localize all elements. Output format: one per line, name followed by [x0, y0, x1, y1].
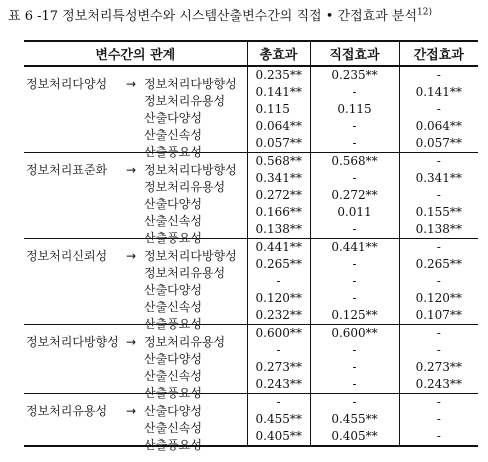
total-effect-cell: - — [247, 394, 310, 412]
target-variable: 정보처리유용성 — [144, 265, 226, 280]
table-row — [24, 411, 478, 428]
total-effect-cell: 0.057** — [247, 135, 310, 153]
target-variable: 산출풍요성 — [144, 144, 202, 159]
indirect-effect-cell: - — [399, 187, 478, 204]
direct-effect-cell: - — [310, 118, 399, 135]
table-row — [24, 273, 478, 290]
source-variable: 정보처리신뢰성 — [26, 248, 108, 263]
total-effect-cell: 0.064** — [247, 118, 310, 135]
total-effect-cell: 0.405** — [247, 428, 310, 446]
direct-effect-cell: - — [310, 342, 399, 359]
target-variable: 정보처리다방향성 — [144, 162, 237, 177]
relation-cell — [24, 342, 247, 366]
table-row — [24, 204, 478, 221]
direct-effect-cell: - — [310, 170, 399, 187]
table-row — [24, 376, 478, 394]
direct-effect-cell: - — [310, 359, 399, 376]
table-row — [24, 101, 478, 118]
table-row — [24, 307, 478, 325]
total-effect-cell: - — [247, 273, 310, 290]
target-variable: 정보처리유용성 — [144, 179, 226, 194]
caption-title: 정보처리특성변수와 시스템산출변수간의 직접 • 간접효과 분석 — [62, 9, 418, 24]
table-row — [24, 187, 478, 204]
relation-cell — [24, 290, 247, 314]
table-row — [24, 118, 478, 135]
relation-cell — [24, 376, 247, 400]
indirect-effect-cell: - — [399, 428, 478, 446]
relation-cell — [24, 325, 247, 349]
direct-effect-cell: - — [310, 221, 399, 239]
total-effect-cell: 0.265** — [247, 256, 310, 273]
total-effect-cell: - — [247, 342, 310, 359]
source-variable: 정보처리표준화 — [26, 162, 108, 177]
indirect-effect-cell: - — [399, 411, 478, 428]
arrow-icon: → — [126, 403, 137, 418]
indirect-effect-cell: 0.341** — [399, 170, 478, 187]
indirect-effect-cell: - — [399, 394, 478, 412]
table-row — [24, 256, 478, 273]
table-row — [24, 342, 478, 359]
table-row — [24, 290, 478, 307]
relation-cell — [24, 256, 247, 280]
relation-cell — [24, 273, 247, 297]
direct-effect-cell: - — [310, 394, 399, 412]
indirect-effect-cell: - — [399, 325, 478, 343]
direct-effect-cell: 0.272** — [310, 187, 399, 204]
target-variable: 정보처리다방향성 — [144, 76, 237, 91]
indirect-effect-cell: - — [399, 101, 478, 118]
target-variable: 정보처리유용성 — [144, 334, 226, 349]
direct-effect-cell: 0.455** — [310, 411, 399, 428]
direct-effect-cell: - — [310, 290, 399, 307]
direct-effect-cell: 0.568** — [310, 153, 399, 171]
direct-effect-cell: - — [310, 135, 399, 153]
header-total-effect: 총효과 — [247, 41, 310, 66]
direct-effect-cell: - — [310, 273, 399, 290]
direct-effect-cell: - — [310, 84, 399, 101]
indirect-effect-cell: 0.064** — [399, 118, 478, 135]
table-row — [24, 84, 478, 101]
table-caption — [8, 5, 432, 24]
table-row — [24, 325, 478, 343]
header-row — [24, 41, 478, 66]
total-effect-cell: 0.441** — [247, 239, 310, 257]
indirect-effect-cell: 0.155** — [399, 204, 478, 221]
total-effect-cell: 0.138** — [247, 221, 310, 239]
direct-effect-cell: - — [310, 376, 399, 394]
arrow-icon: → — [126, 162, 137, 177]
header-relation: 변수간의 관계 — [24, 41, 247, 66]
target-variable: 산출신속성 — [144, 127, 202, 142]
indirect-effect-cell: - — [399, 153, 478, 171]
total-effect-cell: 0.273** — [247, 359, 310, 376]
source-variable: 정보처리유용성 — [26, 403, 108, 418]
table-row — [24, 153, 478, 171]
arrow-icon: → — [126, 334, 137, 349]
table-row — [24, 66, 478, 84]
relation-cell — [24, 187, 247, 211]
table-row — [24, 359, 478, 376]
source-variable: 정보처리다양성 — [26, 76, 108, 91]
relation-cell — [24, 307, 247, 331]
target-variable: 산출다양성 — [144, 196, 202, 211]
indirect-effect-cell: 0.138** — [399, 221, 478, 239]
header-direct-effect: 직접효과 — [310, 41, 399, 66]
target-variable: 산출풍요성 — [144, 437, 202, 452]
total-effect-cell: 0.600** — [247, 325, 310, 343]
total-effect-cell: 0.235** — [247, 66, 310, 84]
arrow-icon: → — [126, 248, 137, 263]
direct-effect-cell: 0.600** — [310, 325, 399, 343]
total-effect-cell: 0.232** — [247, 307, 310, 325]
target-variable: 산출신속성 — [144, 213, 202, 228]
total-effect-cell: 0.568** — [247, 153, 310, 171]
relation-cell — [24, 118, 247, 142]
indirect-effect-cell: 0.273** — [399, 359, 478, 376]
relation-cell — [24, 239, 247, 263]
table-row — [24, 221, 478, 239]
direct-effect-cell: 0.441** — [310, 239, 399, 257]
table-row — [24, 135, 478, 153]
total-effect-cell: 0.166** — [247, 204, 310, 221]
relation-cell — [24, 428, 247, 452]
indirect-effect-cell: - — [399, 342, 478, 359]
caption-footnote: 12) — [417, 7, 432, 18]
target-variable: 산출다양성 — [144, 282, 202, 297]
table-row — [24, 394, 478, 412]
relation-cell — [24, 84, 247, 108]
relation-cell — [24, 66, 247, 91]
relation-cell — [24, 135, 247, 159]
relation-cell — [24, 359, 247, 383]
relation-cell — [24, 204, 247, 228]
relation-cell — [24, 394, 247, 418]
target-variable: 산출신속성 — [144, 368, 202, 383]
direct-effect-cell: 0.405** — [310, 428, 399, 446]
relation-cell — [24, 170, 247, 194]
header-indirect-effect: 간접효과 — [399, 41, 478, 66]
table-row — [24, 170, 478, 187]
arrow-icon: → — [126, 76, 137, 91]
total-effect-cell: 0.120** — [247, 290, 310, 307]
direct-effect-cell: 0.115 — [310, 101, 399, 118]
direct-effect-cell: 0.125** — [310, 307, 399, 325]
relation-cell — [24, 411, 247, 435]
relation-cell — [24, 153, 247, 177]
total-effect-cell: 0.455** — [247, 411, 310, 428]
indirect-effect-cell: 0.243** — [399, 376, 478, 394]
indirect-effect-cell: 0.265** — [399, 256, 478, 273]
direct-effect-cell: 0.235** — [310, 66, 399, 84]
indirect-effect-cell: - — [399, 273, 478, 290]
indirect-effect-cell: 0.120** — [399, 290, 478, 307]
total-effect-cell: 0.141** — [247, 84, 310, 101]
table-row — [24, 239, 478, 257]
total-effect-cell: 0.272** — [247, 187, 310, 204]
table-row — [24, 428, 478, 446]
source-variable: 정보처리다방향성 — [26, 334, 119, 349]
indirect-effect-cell: 0.057** — [399, 135, 478, 153]
total-effect-cell: 0.341** — [247, 170, 310, 187]
indirect-effect-cell: 0.107** — [399, 307, 478, 325]
target-variable: 산출신속성 — [144, 299, 202, 314]
target-variable: 산출다양성 — [144, 110, 202, 125]
relation-cell — [24, 101, 247, 125]
indirect-effect-cell: 0.141** — [399, 84, 478, 101]
effects-table — [24, 40, 478, 452]
target-variable: 산출풍요성 — [144, 316, 202, 331]
relation-cell — [24, 221, 247, 245]
total-effect-cell: 0.115 — [247, 101, 310, 118]
caption-label: 표 6 -17 — [8, 9, 59, 24]
direct-effect-cell: - — [310, 256, 399, 273]
indirect-effect-cell: - — [399, 239, 478, 257]
target-variable: 산출다양성 — [144, 403, 202, 418]
target-variable: 산출신속성 — [144, 420, 202, 435]
target-variable: 정보처리유용성 — [144, 93, 226, 108]
target-variable: 산출풍요성 — [144, 230, 202, 245]
target-variable: 정보처리다방향성 — [144, 248, 237, 263]
table-body — [24, 66, 478, 452]
total-effect-cell: 0.243** — [247, 376, 310, 394]
direct-effect-cell: 0.011 — [310, 204, 399, 221]
target-variable: 산출풍요성 — [144, 385, 202, 400]
indirect-effect-cell: - — [399, 66, 478, 84]
target-variable: 산출다양성 — [144, 351, 202, 366]
